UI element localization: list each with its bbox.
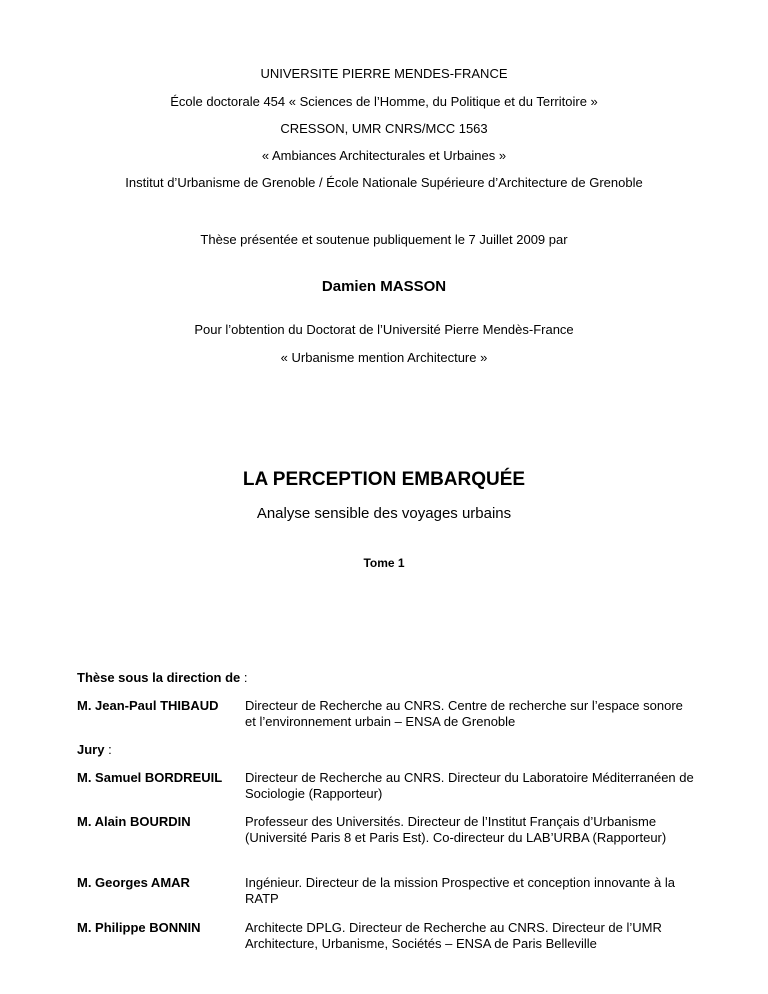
author-name: Damien MASSON (321, 278, 447, 295)
jury-member-name: M. Alain BOURDIN (77, 814, 191, 829)
thesis-subtitle: Analyse sensible des voyages urbains (256, 505, 512, 522)
thesis-volume: Tome 1 (363, 556, 405, 570)
director-role: Directeur de Recherche au CNRS. Centre de recherche sur l’espace sonore et l’environnement urbain – ENSA de Grenoble (245, 698, 683, 729)
jury-member-role: Ingénieur. Directeur de la mission Prospective et conception innovante à la RATP (245, 875, 675, 906)
degree-specialty: « Urbanisme mention Architecture » (280, 350, 488, 365)
director-name: M. Jean-Paul THIBAUD (77, 698, 219, 713)
jury-member-name: M. Philippe BONNIN (77, 920, 201, 935)
research-lab-theme: « Ambiances Architecturales et Urbaines » (261, 148, 507, 163)
jury-member-role: Professeur des Universités. Directeur de l’Institut Français d’Urbanisme (Université Paris 8 et Paris Est). Co-directeur du LAB’URBA (Rapporteur) (245, 814, 667, 845)
direction-heading-suffix: : (240, 670, 248, 685)
jury-member-role: Directeur de Recherche au CNRS. Directeur du Laboratoire Méditerranéen de Sociologie (Rapporteur) (245, 770, 694, 801)
research-lab: CRESSON, UMR CNRS/MCC 1563 (280, 121, 488, 136)
jury-member-name: M. Georges AMAR (77, 875, 190, 890)
thesis-title: LA PERCEPTION EMBARQUÉE (242, 469, 526, 490)
direction-heading-label: Thèse sous la direction de (77, 670, 241, 685)
institutes: Institut d’Urbanisme de Grenoble / École Nationale Supérieure d’Architecture de Grenoble (125, 175, 643, 190)
jury-heading-suffix: : (104, 742, 112, 757)
jury-heading-label: Jury (77, 742, 105, 757)
doctoral-school: École doctorale 454 « Sciences de l’Homme, du Politique et du Territoire » (170, 94, 598, 109)
defense-statement: Thèse présentée et soutenue publiquement le 7 Juillet 2009 par (200, 232, 568, 247)
jury-member-role: Architecte DPLG. Directeur de Recherche au CNRS. Directeur de l’UMR Architecture, Urbanisme, Sociétés – ENSA de Paris Belleville (245, 920, 662, 951)
jury-heading (77, 742, 112, 758)
university-name: UNIVERSITE PIERRE MENDES-FRANCE (260, 66, 508, 81)
direction-heading (77, 670, 248, 686)
degree-purpose: Pour l’obtention du Doctorat de l’Université Pierre Mendès-France (194, 322, 574, 337)
jury-member-name: M. Samuel BORDREUIL (77, 770, 223, 785)
